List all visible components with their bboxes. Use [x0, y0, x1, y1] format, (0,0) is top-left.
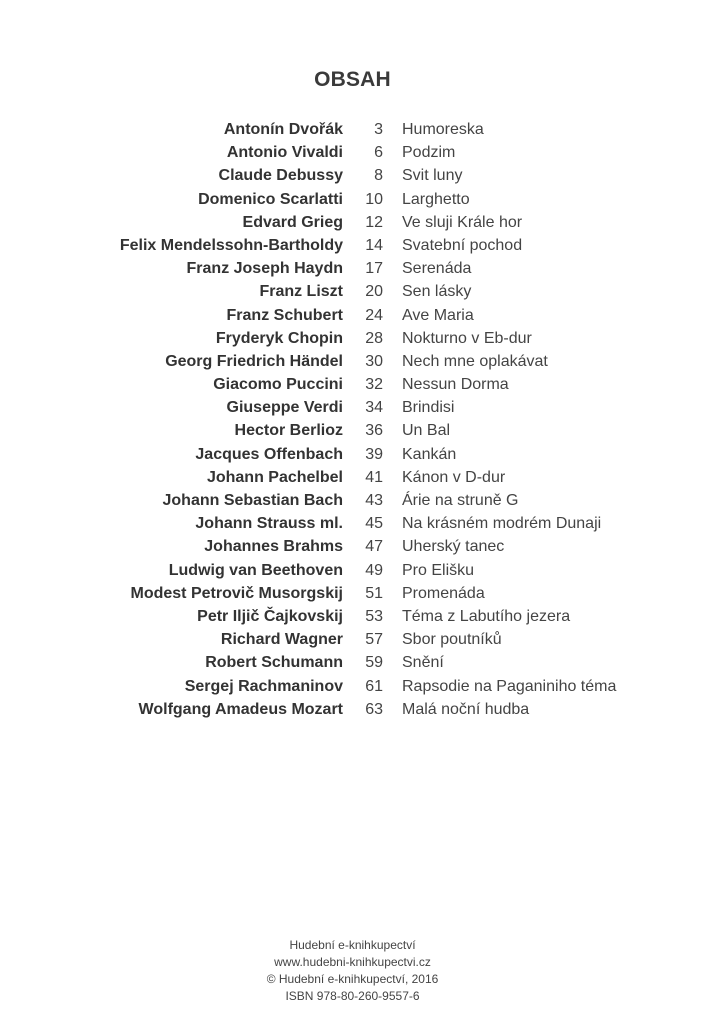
toc-piece-title: Svatební pochod — [402, 236, 523, 254]
toc-entry — [0, 651, 705, 674]
toc-entry — [0, 582, 705, 605]
toc-page-number: 36 — [365, 422, 383, 440]
toc-composer: Felix Mendelssohn-Bartholdy — [119, 236, 343, 254]
footer — [0, 937, 705, 1005]
toc-entry — [0, 512, 705, 535]
toc-entry — [0, 698, 705, 721]
toc-piece-title: Uherský tanec — [402, 538, 505, 556]
toc-entry — [0, 535, 705, 558]
toc-piece-title: Brindisi — [402, 399, 455, 417]
toc-composer: Georg Friedrich Händel — [165, 352, 343, 370]
toc-page-number: 41 — [365, 468, 383, 486]
toc-composer: Franz Schubert — [226, 306, 343, 324]
toc-piece-title: Nech mne oplakávat — [402, 352, 548, 370]
toc-piece-title: Árie na struně G — [402, 492, 519, 509]
toc-page-number: 63 — [365, 700, 383, 718]
toc-page-number: 30 — [365, 352, 383, 370]
toc-page-number: 59 — [365, 654, 383, 672]
toc-composer: Petr Iljič Čajkovskij — [197, 607, 343, 625]
footer-website: www.hudebni-knihkupectvi.cz — [274, 955, 431, 969]
footer-isbn: ISBN 978-80-260-9557-6 — [285, 989, 420, 1003]
toc-composer: Edvard Grieg — [242, 213, 343, 231]
toc-page-number: 43 — [365, 492, 383, 509]
footer-publisher: Hudební e-knihkupectví — [289, 938, 416, 952]
toc-entry — [0, 419, 705, 442]
toc-composer: Richard Wagner — [220, 631, 343, 649]
toc-entry — [0, 675, 705, 698]
toc-composer: Sergej Rachmaninov — [184, 677, 343, 695]
toc-composer: Domenico Scarlatti — [198, 190, 343, 208]
toc-page-number: 49 — [365, 561, 383, 579]
toc-composer: Robert Schumann — [205, 654, 343, 672]
toc-page-number: 39 — [365, 445, 383, 463]
toc-piece-title: Kankán — [402, 445, 457, 463]
toc-piece-title: Podzim — [402, 144, 456, 162]
toc-page-number: 51 — [365, 584, 383, 602]
toc-page-number: 32 — [365, 376, 383, 394]
toc-composer: Wolfgang Amadeus Mozart — [138, 700, 343, 718]
toc-composer: Giacomo Puccini — [213, 376, 343, 394]
toc-composer: Claude Debussy — [218, 167, 343, 185]
toc-entry — [0, 280, 705, 303]
toc-piece-title: Ave Maria — [402, 306, 474, 324]
toc-piece-title: Promenáda — [402, 584, 485, 602]
toc-entry — [0, 443, 705, 466]
toc-composer: Giuseppe Verdi — [226, 399, 343, 417]
toc-entry — [0, 628, 705, 651]
toc-composer: Antonín Dvořák — [223, 121, 343, 138]
toc-composer: Franz Joseph Haydn — [186, 260, 343, 278]
toc-piece-title: Na krásném modrém Dunaji — [402, 515, 602, 533]
toc-composer: Johann Sebastian Bach — [162, 492, 343, 509]
toc-page-number: 3 — [374, 121, 383, 138]
toc-composer: Modest Petrovič Musorgskij — [130, 584, 343, 602]
toc-piece-title: Pro Elišku — [402, 561, 475, 579]
toc-page-number: 12 — [365, 213, 383, 231]
toc-entry — [0, 605, 705, 628]
toc-piece-title: Svit luny — [402, 167, 463, 185]
page-title: OBSAH — [314, 68, 391, 91]
toc-piece-title: Ve sluji Krále hor — [402, 213, 523, 231]
footer-copyright: © Hudební e-knihkupectví, 2016 — [266, 972, 439, 986]
toc-piece-title: Malá noční hudba — [402, 700, 530, 718]
toc-piece-title: Nessun Dorma — [402, 376, 509, 394]
toc-page-number: 10 — [365, 190, 383, 208]
toc-page-number: 17 — [365, 260, 383, 278]
toc-piece-title: Kánon v D-dur — [402, 468, 506, 486]
toc-piece-title: Larghetto — [402, 190, 470, 208]
toc-composer: Johann Pachelbel — [206, 468, 343, 486]
toc-entry — [0, 350, 705, 373]
toc-entry — [0, 373, 705, 396]
toc-entry — [0, 211, 705, 234]
toc-page-number: 53 — [365, 607, 383, 625]
toc-composer: Johann Strauss ml. — [195, 515, 343, 533]
toc-entry — [0, 396, 705, 419]
toc-page-number: 47 — [365, 538, 383, 556]
toc-entry — [0, 559, 705, 582]
toc-composer: Antonio Vivaldi — [226, 144, 343, 162]
toc-piece-title: Rapsodie na Paganiniho téma — [402, 677, 617, 695]
toc-piece-title: Nokturno v Eb-dur — [402, 329, 532, 347]
toc-composer: Johannes Brahms — [204, 538, 343, 556]
toc-composer: Fryderyk Chopin — [215, 329, 343, 347]
toc-page-number: 20 — [365, 283, 383, 301]
toc-piece-title: Téma z Labutího jezera — [402, 607, 571, 625]
toc-composer: Franz Liszt — [259, 283, 343, 301]
toc-piece-title: Snění — [402, 654, 444, 672]
toc-page-number: 14 — [365, 236, 383, 254]
toc-composer: Hector Berlioz — [234, 422, 343, 440]
toc-entry — [0, 489, 705, 512]
toc-page-number: 6 — [374, 144, 383, 162]
toc-page-number: 61 — [365, 677, 383, 695]
toc-piece-title: Sen lásky — [402, 283, 472, 301]
toc-entry — [0, 141, 705, 164]
toc-page-number: 45 — [365, 515, 383, 533]
toc-composer: Jacques Offenbach — [195, 445, 343, 463]
toc-piece-title: Un Bal — [402, 422, 451, 440]
toc-entry — [0, 327, 705, 350]
toc-piece-title: Serenáda — [402, 260, 472, 278]
toc-piece-title: Humoreska — [402, 121, 484, 138]
toc-page-number: 24 — [365, 306, 383, 324]
toc-page-number: 8 — [374, 167, 383, 185]
toc-entry — [0, 118, 705, 141]
toc-page-number: 28 — [365, 329, 383, 347]
toc-entry — [0, 304, 705, 327]
toc-entry — [0, 164, 705, 187]
table-of-contents — [0, 118, 705, 721]
toc-entry — [0, 257, 705, 280]
toc-composer: Ludwig van Beethoven — [168, 561, 343, 579]
toc-page-number: 57 — [365, 631, 383, 649]
toc-page-number: 34 — [365, 399, 383, 417]
toc-entry — [0, 466, 705, 489]
toc-entry — [0, 188, 705, 211]
toc-entry — [0, 234, 705, 257]
toc-piece-title: Sbor poutníků — [402, 631, 502, 649]
